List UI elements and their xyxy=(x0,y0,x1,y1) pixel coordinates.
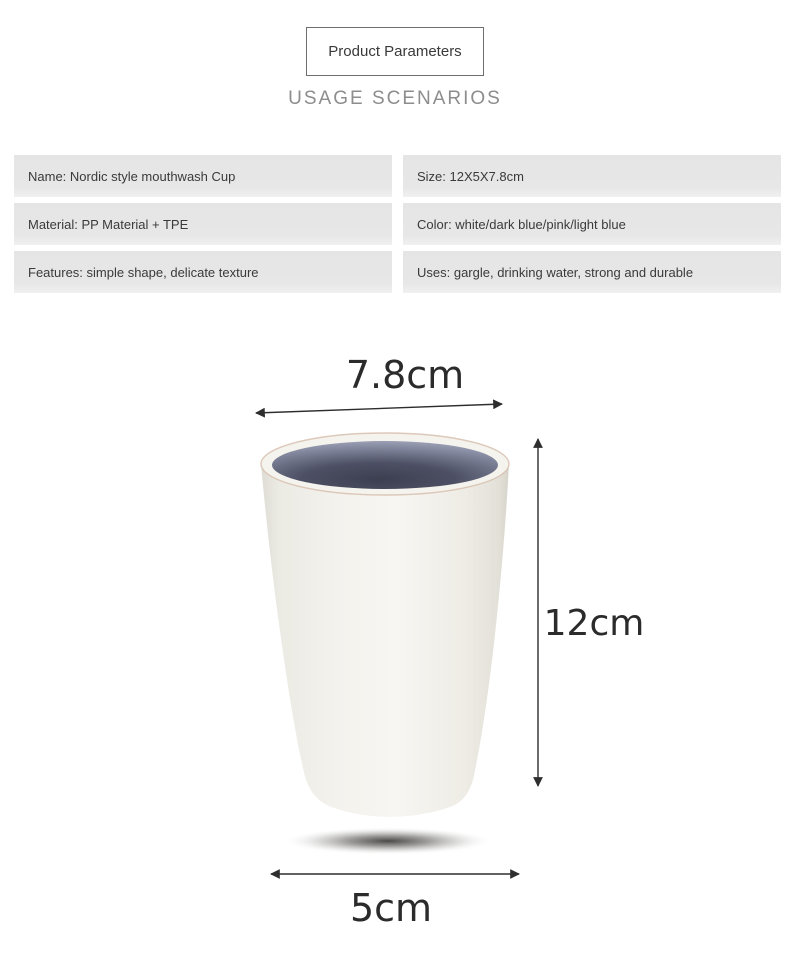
product-parameters-header: Product Parameters xyxy=(306,27,484,76)
top-width-label: 7.8cm xyxy=(345,353,465,397)
product-figure xyxy=(0,296,790,934)
param-cell-color: Color: white/dark blue/pink/light blue xyxy=(403,203,781,245)
param-cell-size: Size: 12X5X7.8cm xyxy=(403,155,781,197)
cup-dimension-drawing xyxy=(0,296,790,934)
parameters-grid xyxy=(0,155,790,293)
usage-scenarios-title: USAGE SCENARIOS xyxy=(288,88,502,109)
param-cell-material: Material: PP Material + TPE xyxy=(14,203,392,245)
top-width-arrow xyxy=(256,404,502,413)
base-width-label: 5cm xyxy=(349,886,433,930)
param-cell-uses: Uses: gargle, drinking water, strong and durable xyxy=(403,251,781,293)
cup-interior xyxy=(272,441,498,489)
param-cell-name: Name: Nordic style mouthwash Cup xyxy=(14,155,392,197)
product-detail-page xyxy=(0,27,790,934)
cup-body xyxy=(261,464,509,817)
param-cell-features: Features: simple shape, delicate texture xyxy=(14,251,392,293)
height-label: 12cm xyxy=(543,603,645,644)
cup-shadow xyxy=(282,827,494,855)
